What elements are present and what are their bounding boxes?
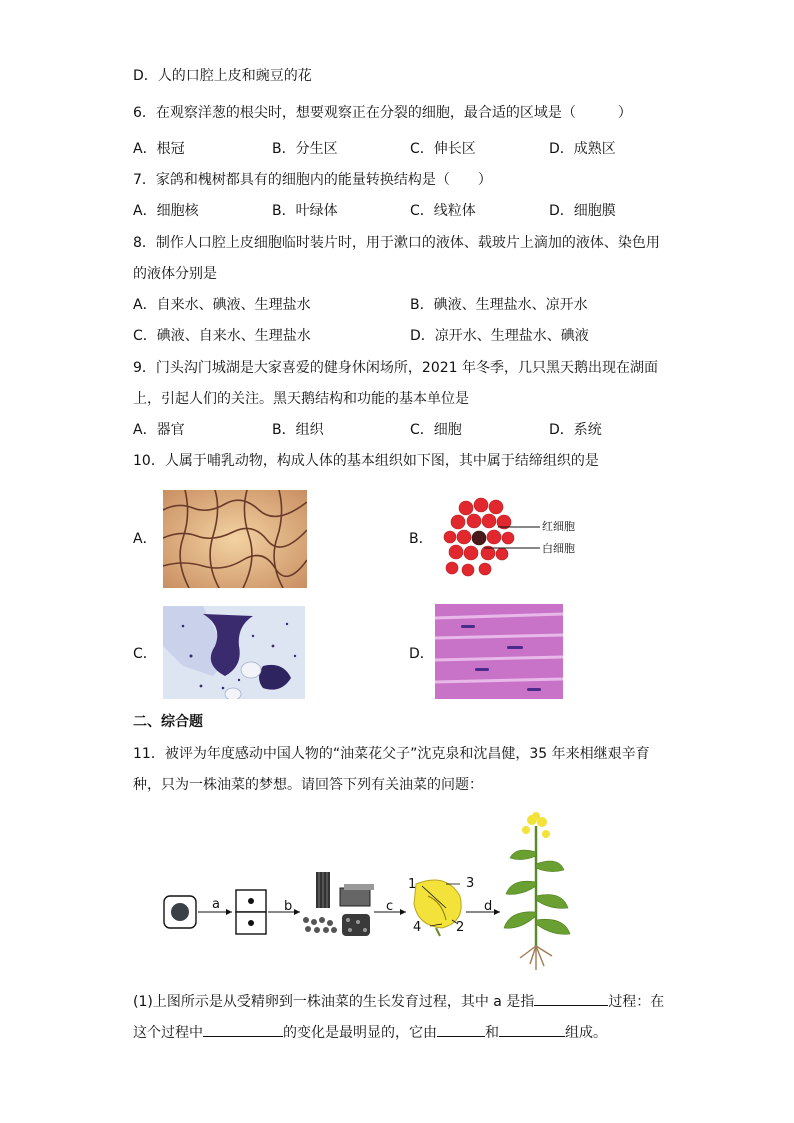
q9-option-c: C．细胞 — [410, 422, 462, 438]
q11-stem-line2: 种，只为一株油菜的梦想。请回答下列有关油菜的问题： — [133, 777, 483, 793]
q10-b-label-rbc: 红细胞 — [542, 520, 575, 533]
q10-image-c-connective — [163, 606, 305, 699]
q9-option-b: B．组织 — [272, 422, 324, 438]
q11-sub1-line1 — [133, 991, 664, 1012]
answer-blank-1[interactable] — [534, 991, 608, 1006]
q5-option-d: D．人的口腔上皮和豌豆的花 — [133, 68, 312, 84]
q11-sub1-text5: 和 — [485, 1025, 499, 1041]
q9-option-a: A．器官 — [133, 422, 185, 438]
q6-option-a: A．根冠 — [133, 141, 185, 157]
q9-option-d: D．系统 — [549, 422, 602, 438]
diagram-label-a: a — [212, 897, 220, 912]
q10-label-d: D． — [409, 646, 434, 662]
q6-option-c: C．伸长区 — [410, 141, 476, 157]
q8-option-a: A．自来水、碘液、生理盐水 — [133, 297, 311, 313]
q10-stem: 10．人属于哺乳动物，构成人体的基本组织如下图，其中属于结缔组织的是 — [133, 453, 599, 469]
q11-sub1-text2: 过程：在 — [608, 994, 665, 1010]
diagram-label-d: d — [484, 899, 493, 914]
q8-stem-line1: 8．制作人口腔上皮细胞临时装片时，用于漱口的液体、载玻片上滴加的液体、染色用 — [133, 235, 660, 251]
q10-label-b: B． — [409, 531, 433, 547]
q10-label-a: A． — [133, 531, 157, 547]
q8-option-c: C．碘液、自来水、生理盐水 — [133, 328, 311, 344]
q9-stem-line1: 9．门头沟门城湖是大家喜爱的健身休闲场所，2021 年冬季，几只黑天鹅出现在湖面 — [133, 360, 658, 376]
muscle-tissue-image — [435, 604, 563, 699]
q10-image-d-muscle — [435, 604, 563, 699]
q11-sub1-text4: 的变化是最明显的，它由 — [283, 1025, 437, 1041]
q6-option-b: B．分生区 — [272, 141, 338, 157]
q11-sub1-text3: 这个过程中 — [133, 1025, 203, 1041]
q10-label-c: C． — [133, 646, 157, 662]
flower-label-2: 2 — [456, 920, 465, 935]
q11-diagram — [160, 812, 580, 972]
section2-title: 二、综合题 — [133, 714, 203, 730]
q7-option-d: D．细胞膜 — [549, 203, 616, 219]
q11-sub1-line2 — [133, 1022, 607, 1043]
flower-label-1: 1 — [408, 877, 417, 892]
q7-option-a: A．细胞核 — [133, 203, 199, 219]
zygote-nucleus — [171, 903, 189, 921]
q11-sub1-text1: (1)上图所示是从受精卵到一株油菜的生长发育过程，其中 a 是指 — [133, 994, 535, 1010]
q6-stem: 6．在观察洋葱的根尖时，想要观察正在分裂的细胞，最合适的区域是（ ） — [133, 105, 632, 121]
diagram-label-c: c — [386, 899, 394, 914]
q11-sub1-text6: 组成。 — [565, 1025, 607, 1041]
answer-blank-4[interactable] — [499, 1022, 565, 1037]
answer-blank-2[interactable] — [203, 1022, 283, 1037]
q10-image-a-epithelial — [163, 490, 307, 588]
q8-stem-line2: 的液体分别是 — [133, 266, 217, 282]
flower-label-4: 4 — [413, 920, 422, 935]
q9-stem-line2: 上，引起人们的关注。黑天鹅结构和功能的基本单位是 — [133, 391, 469, 407]
q7-stem: 7．家鸽和槐树都具有的细胞内的能量转换结构是（ ） — [133, 172, 492, 188]
epithelial-tissue-image — [163, 490, 307, 588]
q11-stem-line1: 11．被评为年度感动中国人物的“油菜花父子”沈克泉和沈昌健，35 年来相继艰辛育 — [133, 746, 650, 762]
q6-option-d: D．成熟区 — [549, 141, 616, 157]
flower-label-3: 3 — [466, 876, 475, 891]
q10-b-label-wbc: 白细胞 — [542, 542, 575, 555]
connective-tissue-image — [163, 606, 305, 699]
diagram-label-b: b — [284, 899, 293, 914]
q8-option-d: D．凉开水、生理盐水、碘液 — [410, 328, 589, 344]
answer-blank-3[interactable] — [437, 1022, 485, 1037]
q7-option-c: C．线粒体 — [410, 203, 476, 219]
rapeseed-plant — [504, 812, 570, 970]
rapeseed-development-diagram — [160, 812, 580, 972]
q8-option-b: B．碘液、生理盐水、凉开水 — [410, 297, 588, 313]
tissue-group — [303, 872, 374, 936]
q7-option-b: B．叶绿体 — [272, 203, 338, 219]
